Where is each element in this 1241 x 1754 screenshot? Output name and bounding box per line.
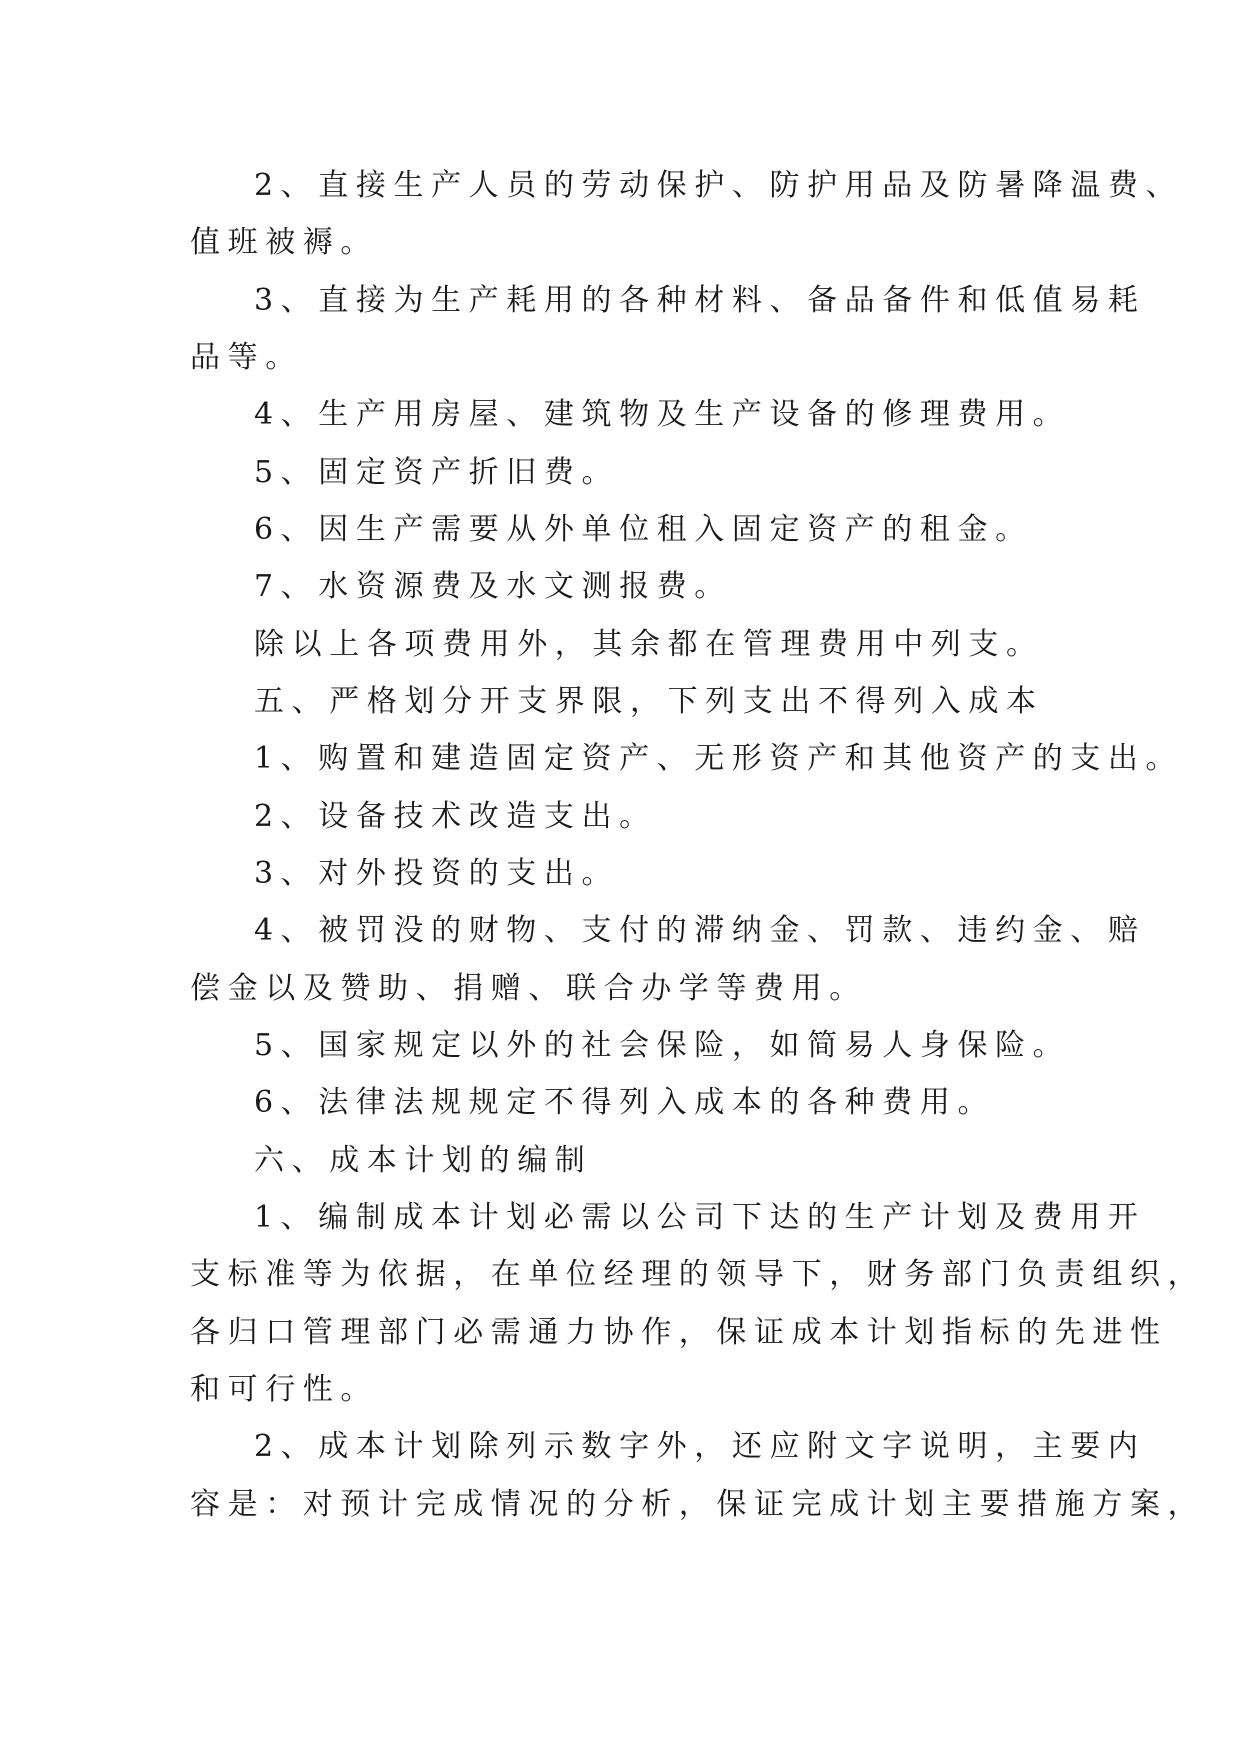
paragraph-line: 5、国家规定以外的社会保险，如简易人身保险。: [254, 1028, 1071, 1063]
section-heading: 六、成本计划的编制: [254, 1143, 593, 1178]
paragraph-line: 2、成本计划除列示数字外，还应附文字说明，主要内: [254, 1429, 1146, 1464]
paragraph-line: 2、直接生产人员的劳动保护、防护用品及防暑降温费、: [254, 168, 1184, 203]
paragraph-line: 6、法律法规规定不得列入成本的各种费用。: [254, 1085, 996, 1120]
paragraph-line: 2、设备技术改造支出。: [254, 799, 657, 834]
paragraph-line: 各归口管理部门必需通力协作，保证成本计划指标的先进性: [190, 1315, 1168, 1350]
section-heading: 五、严格划分开支界限，下列支出不得列入成本: [254, 684, 1044, 719]
paragraph-line: 1、购置和建造固定资产、无形资产和其他资产的支出。: [254, 741, 1184, 776]
paragraph-line: 5、固定资产折旧费。: [254, 455, 620, 490]
paragraph-line: 4、生产用房屋、建筑物及生产设备的修理费用。: [254, 397, 1071, 432]
paragraph-line: 4、被罚没的财物、支付的滞纳金、罚款、违约金、赔: [254, 913, 1146, 948]
paragraph-line: 除以上各项费用外，其余都在管理费用中列支。: [254, 627, 1044, 662]
paragraph-line: 值班被褥。: [190, 225, 378, 260]
paragraph-line: 支标准等为依据，在单位经理的领导下，财务部门负责组织，: [190, 1257, 1206, 1292]
paragraph-line: 6、因生产需要从外单位租入固定资产的租金。: [254, 512, 1033, 547]
paragraph-line: 7、水资源费及水文测报费。: [254, 569, 732, 604]
paragraph-line: 3、直接为生产耗用的各种材料、备品备件和低值易耗: [254, 283, 1146, 318]
paragraph-line: 容是：对预计完成情况的分析，保证完成计划主要措施方案，: [190, 1487, 1206, 1522]
paragraph-line: 和可行性。: [190, 1372, 378, 1407]
paragraph-line: 偿金以及赞助、捐赠、联合办学等费用。: [190, 971, 867, 1006]
paragraph-line: 品等。: [190, 340, 303, 375]
paragraph-line: 3、对外投资的支出。: [254, 856, 620, 891]
paragraph-line: 1、编制成本计划必需以公司下达的生产计划及费用开: [254, 1200, 1146, 1235]
